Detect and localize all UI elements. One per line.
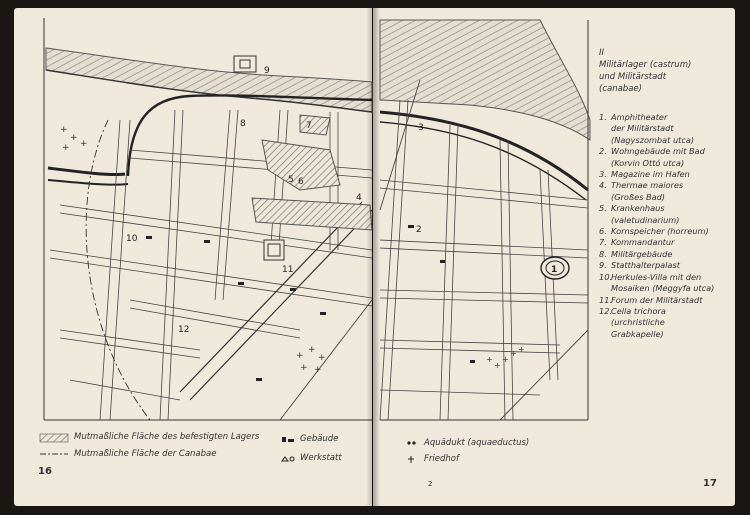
title-line: und Militärstadt bbox=[599, 72, 667, 82]
map-label-12: 12 bbox=[178, 325, 190, 335]
key-item: 5. Krankenhaus (valetudinarium) bbox=[599, 203, 680, 225]
svg-text:+: + bbox=[300, 363, 308, 373]
map-label-11: 11 bbox=[282, 265, 294, 275]
map-label-4: 4 bbox=[356, 193, 362, 203]
footer-mark: 2 bbox=[428, 480, 433, 488]
svg-text:+: + bbox=[60, 125, 68, 135]
workshop-icon bbox=[282, 457, 294, 461]
cemetery-icon bbox=[408, 456, 414, 463]
key-item: 1. Amphitheater der Militärstadt (Nagyszombat utca) bbox=[599, 112, 695, 145]
legend-dashed-line: Mutmaßliche Fläche der Canabae bbox=[74, 449, 217, 459]
map-label-1: 1 bbox=[551, 265, 558, 275]
svg-text:+: + bbox=[62, 143, 70, 153]
legend-building: Gebäude bbox=[300, 434, 339, 444]
left-map bbox=[44, 18, 372, 420]
svg-text:+: + bbox=[70, 133, 78, 143]
svg-text:+: + bbox=[502, 355, 509, 364]
svg-text:+: + bbox=[314, 365, 322, 375]
map-label-5: 5 bbox=[288, 175, 294, 185]
legend-cemetery: Friedhof bbox=[424, 454, 459, 464]
map-key-title bbox=[599, 47, 739, 95]
svg-text:+: + bbox=[308, 345, 316, 355]
legend-workshop: Werkstatt bbox=[300, 453, 342, 463]
title-line: Militärlager (castrum) bbox=[599, 60, 692, 70]
svg-text:+: + bbox=[296, 351, 304, 361]
section-numeral: II bbox=[599, 48, 605, 58]
title-line: (canabae) bbox=[599, 84, 642, 94]
book-gutter bbox=[366, 8, 380, 506]
right-map bbox=[380, 20, 590, 420]
svg-text:+: + bbox=[494, 361, 501, 370]
key-item: 6. Kornspeicher (horreum) bbox=[599, 226, 709, 237]
map-key-list bbox=[599, 112, 739, 340]
svg-text:+: + bbox=[80, 139, 88, 149]
page-number-right: 17 bbox=[703, 478, 717, 489]
building-icon bbox=[282, 437, 294, 442]
map-label-9: 9 bbox=[264, 66, 270, 76]
key-item: 9. Statthalterpalast bbox=[599, 260, 680, 271]
key-item: 2. Wohngebäude mit Bad (Korvin Ottó utca) bbox=[599, 146, 705, 168]
legend-hatched-area: Mutmaßliche Fläche des befestigten Lagers bbox=[74, 432, 260, 442]
river-right bbox=[380, 20, 590, 140]
governor-palace-symbol bbox=[234, 56, 256, 72]
svg-text:+: + bbox=[510, 349, 517, 358]
key-item: 7. Kommandantur bbox=[599, 237, 675, 248]
map-label-2: 2 bbox=[416, 225, 422, 235]
map-label-6: 6 bbox=[298, 177, 304, 187]
svg-text:+: + bbox=[518, 345, 525, 354]
key-item: 12. Cella trichora (urchristliche Grabkapelle) bbox=[599, 305, 666, 339]
forum-symbol bbox=[264, 240, 284, 260]
key-item: 11. Forum der Militärstadt bbox=[599, 294, 703, 305]
aqueduct-icon bbox=[407, 441, 415, 444]
map-label-3: 3 bbox=[418, 123, 424, 133]
map-label-10: 10 bbox=[126, 234, 138, 244]
river bbox=[46, 48, 372, 112]
svg-text:+: + bbox=[486, 355, 493, 364]
key-item: 8. Militärgebäude bbox=[599, 248, 673, 259]
legend-aqueduct: Aquädukt (aquaeductus) bbox=[424, 438, 530, 448]
key-item: 10. Herkules-Villa mit den Mosaiken (Meggyfa utca) bbox=[599, 271, 715, 294]
map-label-7: 7 bbox=[306, 121, 312, 131]
page-number-left: 16 bbox=[38, 466, 52, 477]
key-item: 4. Thermae maiores (Großes Bad) bbox=[599, 180, 684, 202]
key-item: 3. Magazine im Hafen bbox=[599, 169, 690, 180]
svg-text:+: + bbox=[318, 353, 326, 363]
map-label-8: 8 bbox=[240, 119, 246, 129]
hatch-swatch bbox=[40, 434, 68, 442]
